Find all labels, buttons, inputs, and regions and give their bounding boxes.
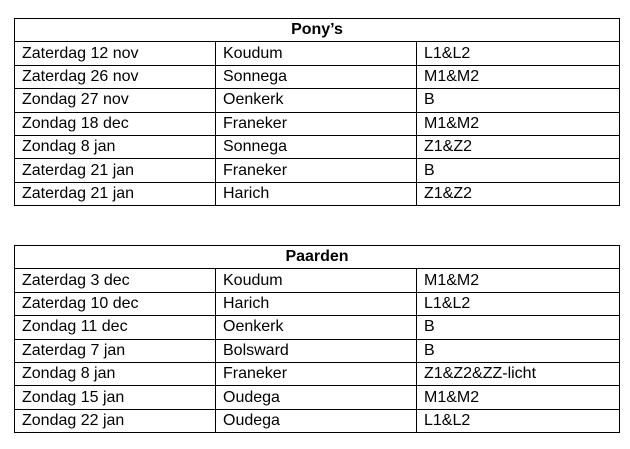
date-cell: Zaterdag 7 jan xyxy=(15,339,216,362)
class-cell: Z1&Z2 xyxy=(417,182,620,205)
date-cell: Zondag 27 nov xyxy=(15,89,216,112)
location-cell: Oudega xyxy=(216,386,417,409)
table-row xyxy=(15,112,620,135)
table-row xyxy=(15,386,620,409)
table-row xyxy=(15,292,620,315)
location-cell: Koudum xyxy=(216,42,417,65)
location-cell: Franeker xyxy=(216,159,417,182)
class-cell: M1&M2 xyxy=(417,386,620,409)
paarden-table-title: Paarden xyxy=(15,246,620,269)
table-row xyxy=(15,269,620,292)
date-cell: Zondag 15 jan xyxy=(15,386,216,409)
date-cell: Zaterdag 26 nov xyxy=(15,65,216,88)
class-cell: L1&L2 xyxy=(417,292,620,315)
table-row xyxy=(15,65,620,88)
class-cell: Z1&Z2&ZZ-licht xyxy=(417,362,620,385)
table-row xyxy=(15,182,620,205)
table-row xyxy=(15,159,620,182)
table-row xyxy=(15,42,620,65)
class-cell: L1&L2 xyxy=(417,42,620,65)
date-cell: Zondag 8 jan xyxy=(15,362,216,385)
location-cell: Oenkerk xyxy=(216,316,417,339)
location-cell: Harich xyxy=(216,292,417,315)
date-cell: Zaterdag 12 nov xyxy=(15,42,216,65)
location-cell: Harich xyxy=(216,182,417,205)
date-cell: Zaterdag 10 dec xyxy=(15,292,216,315)
location-cell: Bolsward xyxy=(216,339,417,362)
table-row xyxy=(15,316,620,339)
class-cell: Z1&Z2 xyxy=(417,135,620,158)
date-cell: Zondag 18 dec xyxy=(15,112,216,135)
location-cell: Sonnega xyxy=(216,135,417,158)
ponys-schedule-table xyxy=(14,18,620,206)
class-cell: B xyxy=(417,89,620,112)
class-cell: M1&M2 xyxy=(417,65,620,88)
location-cell: Franeker xyxy=(216,362,417,385)
date-cell: Zaterdag 21 jan xyxy=(15,182,216,205)
table-row xyxy=(15,409,620,432)
class-cell: B xyxy=(417,159,620,182)
table-row xyxy=(15,89,620,112)
class-cell: B xyxy=(417,316,620,339)
class-cell: M1&M2 xyxy=(417,269,620,292)
table-row xyxy=(15,135,620,158)
date-cell: Zaterdag 3 dec xyxy=(15,269,216,292)
location-cell: Oenkerk xyxy=(216,89,417,112)
location-cell: Sonnega xyxy=(216,65,417,88)
class-cell: B xyxy=(417,339,620,362)
ponys-table-title: Pony’s xyxy=(15,19,620,42)
table-row xyxy=(15,339,620,362)
location-cell: Koudum xyxy=(216,269,417,292)
location-cell: Oudega xyxy=(216,409,417,432)
paarden-schedule-table xyxy=(14,245,620,433)
table-header-row xyxy=(15,19,620,42)
table-header-row xyxy=(15,246,620,269)
date-cell: Zondag 11 dec xyxy=(15,316,216,339)
class-cell: M1&M2 xyxy=(417,112,620,135)
location-cell: Franeker xyxy=(216,112,417,135)
table-row xyxy=(15,362,620,385)
class-cell: L1&L2 xyxy=(417,409,620,432)
date-cell: Zondag 8 jan xyxy=(15,135,216,158)
date-cell: Zondag 22 jan xyxy=(15,409,216,432)
date-cell: Zaterdag 21 jan xyxy=(15,159,216,182)
